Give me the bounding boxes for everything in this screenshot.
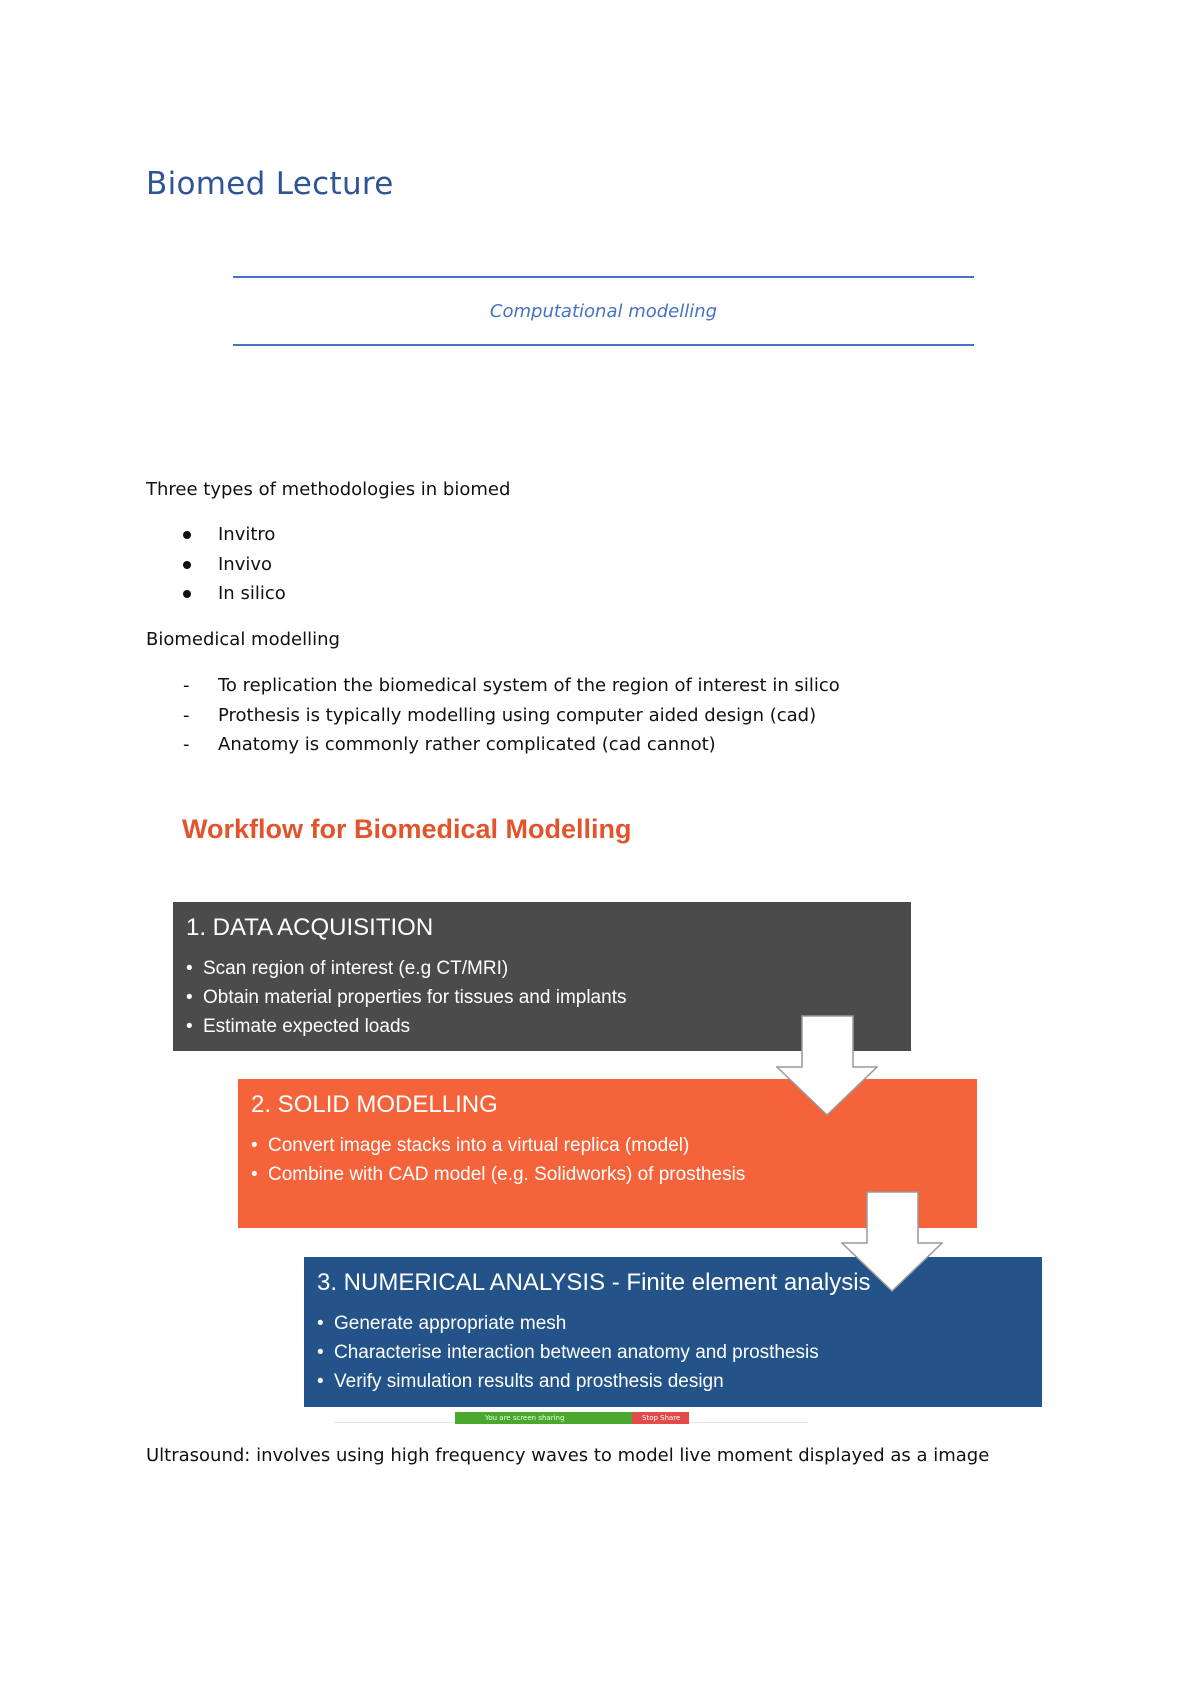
stop-share-button[interactable]	[632, 1412, 689, 1424]
stage-title: 3. NUMERICAL ANALYSIS - Finite element analysis	[317, 1269, 871, 1296]
stage-item: • Scan region of interest (e.g CT/MRI)	[186, 954, 626, 983]
list-item: - Prothesis is typically modelling using computer aided design (cad)	[146, 701, 840, 731]
stage-items	[186, 954, 626, 1041]
stage-title: 2. SOLID MODELLING	[251, 1091, 498, 1118]
down-arrow-icon	[776, 1015, 878, 1116]
stage-item: • Generate appropriate mesh	[317, 1309, 819, 1338]
stop-share-label: Stop Share	[642, 1414, 681, 1422]
document-title: Biomed Lecture	[146, 166, 394, 202]
stage-items	[251, 1131, 745, 1189]
document-subtitle: Computational modelling	[489, 301, 718, 322]
biomedical-modelling-heading: Biomedical modelling	[146, 629, 340, 650]
down-arrow-icon	[841, 1191, 943, 1292]
screen-share-bar	[455, 1412, 689, 1424]
stage-title: 1. DATA ACQUISITION	[186, 914, 434, 941]
ultrasound-paragraph: Ultrasound: involves using high frequency waves to model live moment displayed as a image	[146, 1445, 990, 1466]
list-item: - Anatomy is commonly rather complicated (cad cannot)	[146, 730, 840, 760]
list-item: Invivo	[146, 550, 286, 580]
subtitle-bottom-rule	[233, 344, 974, 346]
workflow-title: Workflow for Biomedical Modelling	[182, 814, 632, 844]
stage-item: • Obtain material properties for tissues and implants	[186, 983, 626, 1012]
list-item: - To replication the biomedical system of the region of interest in silico	[146, 671, 840, 701]
methodologies-list	[146, 520, 286, 609]
stage-item: • Combine with CAD model (e.g. Solidworks) of prosthesis	[251, 1160, 745, 1189]
stage-items	[317, 1309, 819, 1396]
methodologies-intro: Three types of methodologies in biomed	[146, 479, 511, 500]
list-item: Invitro	[146, 520, 286, 550]
stage-item: • Verify simulation results and prosthesis design	[317, 1367, 819, 1396]
subtitle-top-rule	[233, 276, 974, 278]
list-item: In silico	[146, 579, 286, 609]
stage-item: • Estimate expected loads	[186, 1012, 626, 1041]
stage-item: • Characterise interaction between anatomy and prosthesis	[317, 1338, 819, 1367]
screen-share-status: You are screen sharing	[485, 1414, 565, 1422]
stage-item: • Convert image stacks into a virtual replica (model)	[251, 1131, 745, 1160]
biomedical-modelling-list	[146, 671, 840, 760]
